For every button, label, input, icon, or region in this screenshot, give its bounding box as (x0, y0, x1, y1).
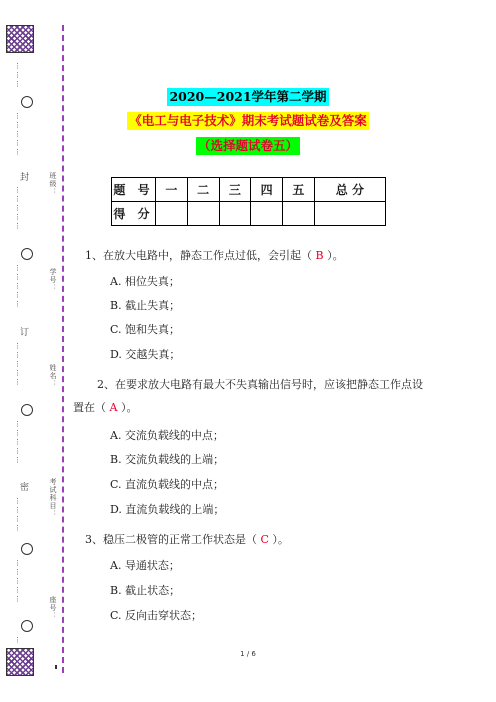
dotted-line: ⋮⋮⋮⋮⋮ (14, 112, 21, 156)
paper-subtitle: （选择题试卷五） (197, 138, 298, 153)
binding-char-bind: 订 (20, 328, 30, 338)
option-item: A. 相位失真； (110, 275, 180, 288)
header-paper (0, 135, 496, 155)
exam-subject-label: 考试科目： (49, 478, 57, 518)
column-header-total: 总 分 (314, 178, 385, 202)
score-table (111, 177, 386, 226)
option-item: A. 导通状态； (110, 559, 180, 572)
question-1-text: 1、在放大电路中，静态工作点过低，会引起（ (85, 249, 316, 262)
student-id-label: 学号： (49, 268, 57, 292)
binding-circle (21, 543, 33, 555)
binding-char-seal: 封 (20, 173, 30, 183)
option-item: D. 直流负载线的上端； (110, 503, 225, 516)
option-item: B. 截止失真； (110, 299, 181, 312)
question-1-text-end: ）。 (323, 249, 344, 262)
score-cell[interactable] (187, 202, 219, 226)
dotted-line: ⋮⋮⋮⋮⋮ (14, 186, 21, 230)
option-item: C. 反向击穿状态； (110, 609, 203, 622)
column-header: 五 (283, 178, 315, 202)
dotted-line: ⋮⋮⋮⋮⋮ (14, 342, 21, 386)
page-number: 1 / 6 (240, 650, 256, 658)
score-label: 得 分 (112, 202, 156, 226)
binding-circle (21, 620, 33, 632)
semester-title: 2020—2021学年第二学期 (169, 89, 327, 104)
question-3-answer: C (260, 533, 269, 546)
question-3 (85, 528, 430, 551)
question-2 (73, 373, 433, 419)
column-header: 三 (219, 178, 251, 202)
question-3-text-end: ）。 (268, 533, 289, 546)
option-item: C. 饱和失真； (110, 323, 181, 336)
binding-char-secret: 密 (20, 483, 30, 493)
hatched-box-top (6, 25, 34, 53)
dotted-line: ⋮ (14, 636, 21, 644)
dotted-line: ⋮⋮⋮⋮⋮ (14, 559, 21, 603)
question-1 (85, 244, 430, 267)
option-item: C. 直流负载线的中点； (110, 478, 225, 491)
option-item: B. 交流负载线的上端； (110, 453, 225, 466)
header-course (0, 110, 496, 130)
binding-circle (21, 248, 33, 260)
dotted-line: ⋮⋮⋮ (14, 62, 21, 88)
column-header: 二 (187, 178, 219, 202)
question-2-text-end: ）。 (117, 401, 138, 414)
option-item: D. 交越失真； (110, 348, 181, 361)
score-table-score-row (112, 202, 386, 226)
column-header: 四 (251, 178, 283, 202)
question-2-text: 2、在要求放大电路有最大不失真输出信号时，应该把静态工作点设置在（ (73, 378, 423, 414)
dotted-line: ⋮⋮⋮⋮ (14, 497, 21, 532)
score-cell[interactable] (156, 202, 188, 226)
option-item: A. 交流负载线的中点； (110, 429, 224, 442)
score-cell[interactable] (283, 202, 315, 226)
name-label: 姓名： (49, 364, 57, 388)
exam-title: 《电工与电子技术》期末考试题试卷及答案 (129, 113, 367, 128)
class-label: 班级： (49, 172, 57, 196)
score-cell[interactable] (219, 202, 251, 226)
option-item: B. 截止状态； (110, 584, 181, 597)
score-cell[interactable] (251, 202, 283, 226)
binding-circle (21, 404, 33, 416)
dotted-line: ⋮⋮⋮⋮⋮ (14, 264, 21, 308)
question-1-answer: B (315, 249, 324, 262)
tick-mark (55, 665, 57, 669)
question-2-answer: A (109, 401, 118, 414)
seat-number-label: 座号： (49, 596, 57, 620)
question-number-label: 题 号 (112, 178, 156, 202)
dotted-line: ⋮⋮⋮⋮⋮ (14, 420, 21, 464)
header-semester (0, 86, 496, 106)
score-cell-total[interactable] (314, 202, 385, 226)
score-table-header-row (112, 178, 386, 202)
column-header: 一 (156, 178, 188, 202)
question-3-text: 3、稳压二极管的正常工作状态是（ (85, 533, 261, 546)
